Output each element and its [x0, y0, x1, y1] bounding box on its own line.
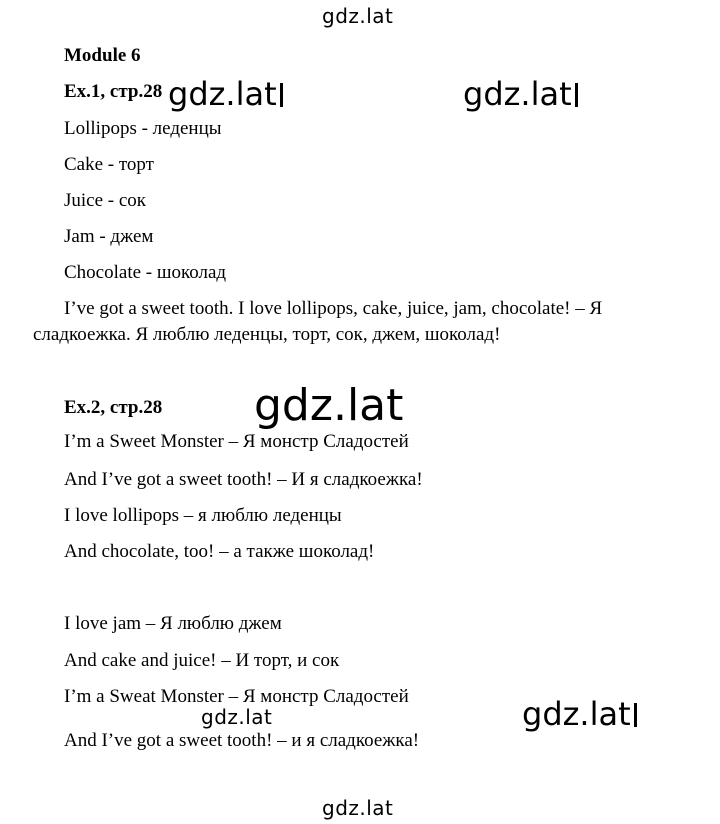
ex1-paragraph-line-2: сладкоежка. Я люблю леденцы, торт, сок, джем, шоколад!	[33, 324, 501, 345]
ex1-title: Ex.1, стр.28	[64, 81, 163, 102]
watermark-lower-left: gdz.lat	[201, 705, 273, 729]
watermark-top: gdz.lat	[322, 4, 394, 28]
ex2-line-6: And cake and juice! – И торт, и сок	[64, 650, 340, 671]
ex1-line-jam: Jam - джем	[64, 226, 154, 247]
watermark-center: gdz.lat	[254, 380, 404, 431]
watermark-lower-right: gdz.lat	[522, 698, 637, 730]
ex2-line-8: And I’ve got a sweet tooth! – и я сладкоежка!	[64, 730, 420, 751]
watermark-upper-left: gdz.lat	[168, 78, 285, 110]
module-heading: Module 6	[64, 45, 141, 66]
ex2-title: Ex.2, стр.28	[64, 397, 163, 418]
ex1-line-chocolate: Chocolate - шоколад	[64, 262, 227, 283]
ex2-line-7: I’m a Sweat Monster – Я монстр Сладостей	[64, 686, 409, 707]
watermark-bottom: gdz.lat	[322, 796, 394, 820]
ex1-line-lollipops: Lollipops - леденцы	[64, 118, 222, 139]
ex2-line-3: I love lollipops – я люблю леденцы	[64, 505, 342, 526]
ex1-line-cake: Cake - торт	[64, 154, 154, 175]
ex1-line-juice: Juice - сок	[64, 190, 147, 211]
ex1-paragraph-line-1: I’ve got a sweet tooth. I love lollipops, cake, juice, jam, chocolate! – Я	[64, 298, 603, 319]
ex2-line-4: And chocolate, too! – а также шоколад!	[64, 541, 375, 562]
watermark-upper-right: gdz.lat	[463, 78, 578, 110]
ex2-line-5: I love jam – Я люблю джем	[64, 613, 282, 634]
ex2-line-2: And I’ve got a sweet tooth! – И я сладкоежка!	[64, 469, 423, 490]
ex2-line-1: I’m a Sweet Monster – Я монстр Сладостей	[64, 431, 409, 452]
